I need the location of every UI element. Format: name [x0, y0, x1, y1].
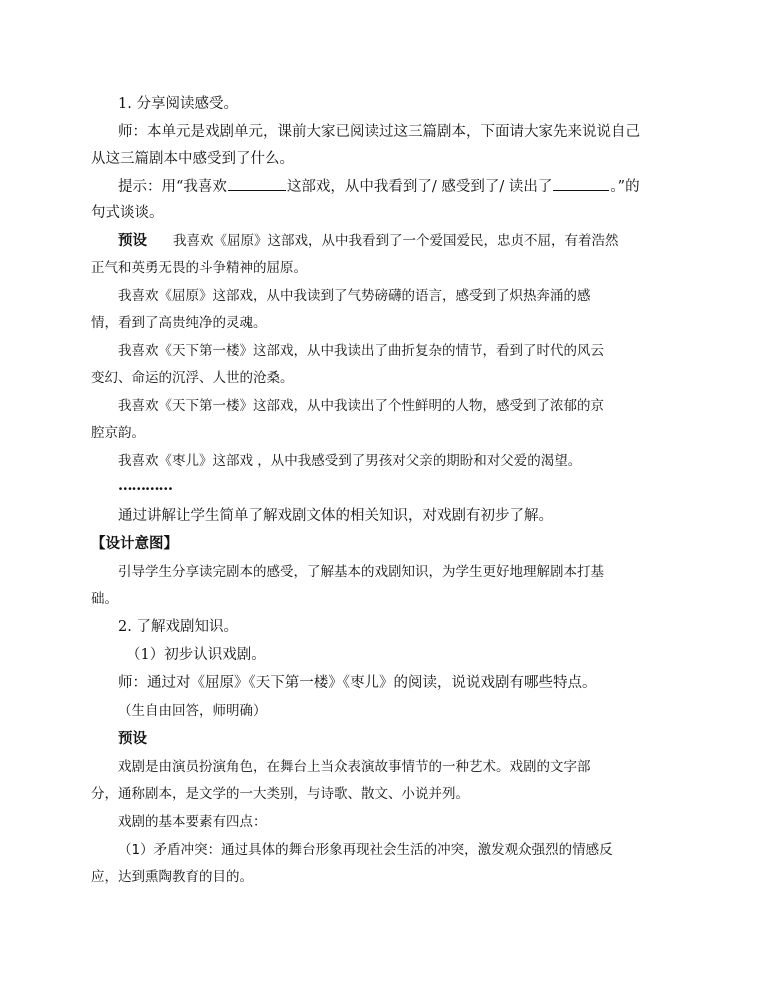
- preset-2-line1: 我喜欢《屈原》这部戏，从中我读到了气势磅礴的语言，感受到了炽热奔涌的感: [118, 288, 591, 304]
- elements-intro: 戏剧的基本要素有四点：: [118, 814, 267, 830]
- design-intent-heading: 【设计意图】: [91, 535, 178, 552]
- drama-definition-line2: 分，通称剧本，是文学的一大类别，与诗歌、散文、小说并列。: [91, 786, 469, 802]
- preset-1-line1: [118, 231, 619, 251]
- drama-definition-line1: 戏剧是由演员扮演角色，在舞台上当众表演故事情节的一种艺术。戏剧的文字部: [118, 759, 591, 775]
- conflict-line2: 应，达到熏陶教育的目的。: [91, 869, 253, 885]
- preset-1-line2: 正气和英勇无畏的斗争精神的屈原。: [91, 260, 307, 276]
- preset-label-2: 预设: [118, 731, 147, 747]
- preset-4-line2: 腔京韵。: [91, 425, 145, 441]
- teacher-question: 师：通过对《屈原》《天下第一楼》《枣儿》的阅读，说说戏剧有哪些特点。: [118, 675, 597, 691]
- preset-5: 我喜欢《枣儿》这部戏 ，从中我感受到了男孩对父亲的期盼和对父爱的渴望。: [118, 453, 582, 469]
- teacher-intro-line1: 师：本单元是戏剧单元，课前大家已阅读过这三篇剧本，下面请大家先来说说自己: [118, 124, 640, 140]
- preset-3-line2: 变幻、命运的沉浮、人世的沧桑。: [91, 370, 294, 386]
- hint-line2: 句式谈谈。: [91, 205, 164, 221]
- fill-blank-1: [228, 176, 286, 191]
- fill-blank-2: [553, 176, 609, 191]
- section1-title: 1. 分享阅读感受。: [118, 96, 238, 112]
- student-answer-note: （生自由回答，师明确）: [118, 703, 267, 719]
- preset-4-line1: 我喜欢《天下第一楼》这部戏，从中我读出了个性鲜明的人物，感受到了浓郁的京: [118, 398, 604, 414]
- conflict-line1: （1）矛盾冲突：通过具体的舞台形象再现社会生活的冲突，激发观众强烈的情感反: [118, 842, 613, 858]
- hint-line1: [118, 176, 640, 197]
- summary: 通过讲解让学生简单了解戏剧文体的相关知识，对戏剧有初步了解。: [118, 508, 553, 524]
- section2-title: 2. 了解戏剧知识。: [118, 619, 238, 635]
- hint-middle: 这部戏，从中我看到了/ 感受到了/ 读出了: [286, 179, 553, 195]
- preset-2-line2: 情，看到了高贵纯净的灵魂。: [91, 315, 267, 331]
- preset-1a: 我喜欢《屈原》这部戏，从中我看到了一个爱国爱民，忠贞不屈，有着浩然: [173, 233, 619, 249]
- teacher-intro-line2: 从这三篇剧本中感受到了什么。: [91, 151, 294, 167]
- preset-3-line1: 我喜欢《天下第一楼》这部戏，从中我读出了曲折复杂的情节，看到了时代的风云: [118, 343, 604, 359]
- preset-label: 预设: [118, 233, 147, 249]
- subsection1-title: （1）初步认识戏剧。: [126, 647, 266, 663]
- ellipsis: …………: [118, 477, 172, 494]
- hint-suffix: 。”的: [610, 179, 640, 195]
- hint-prefix: 提示：用“我喜欢: [118, 179, 227, 195]
- design-intent-line1: 引导学生分享读完剧本的感受，了解基本的戏剧知识，为学生更好地理解剧本打基: [118, 564, 604, 580]
- design-intent-line2: 础。: [91, 591, 118, 607]
